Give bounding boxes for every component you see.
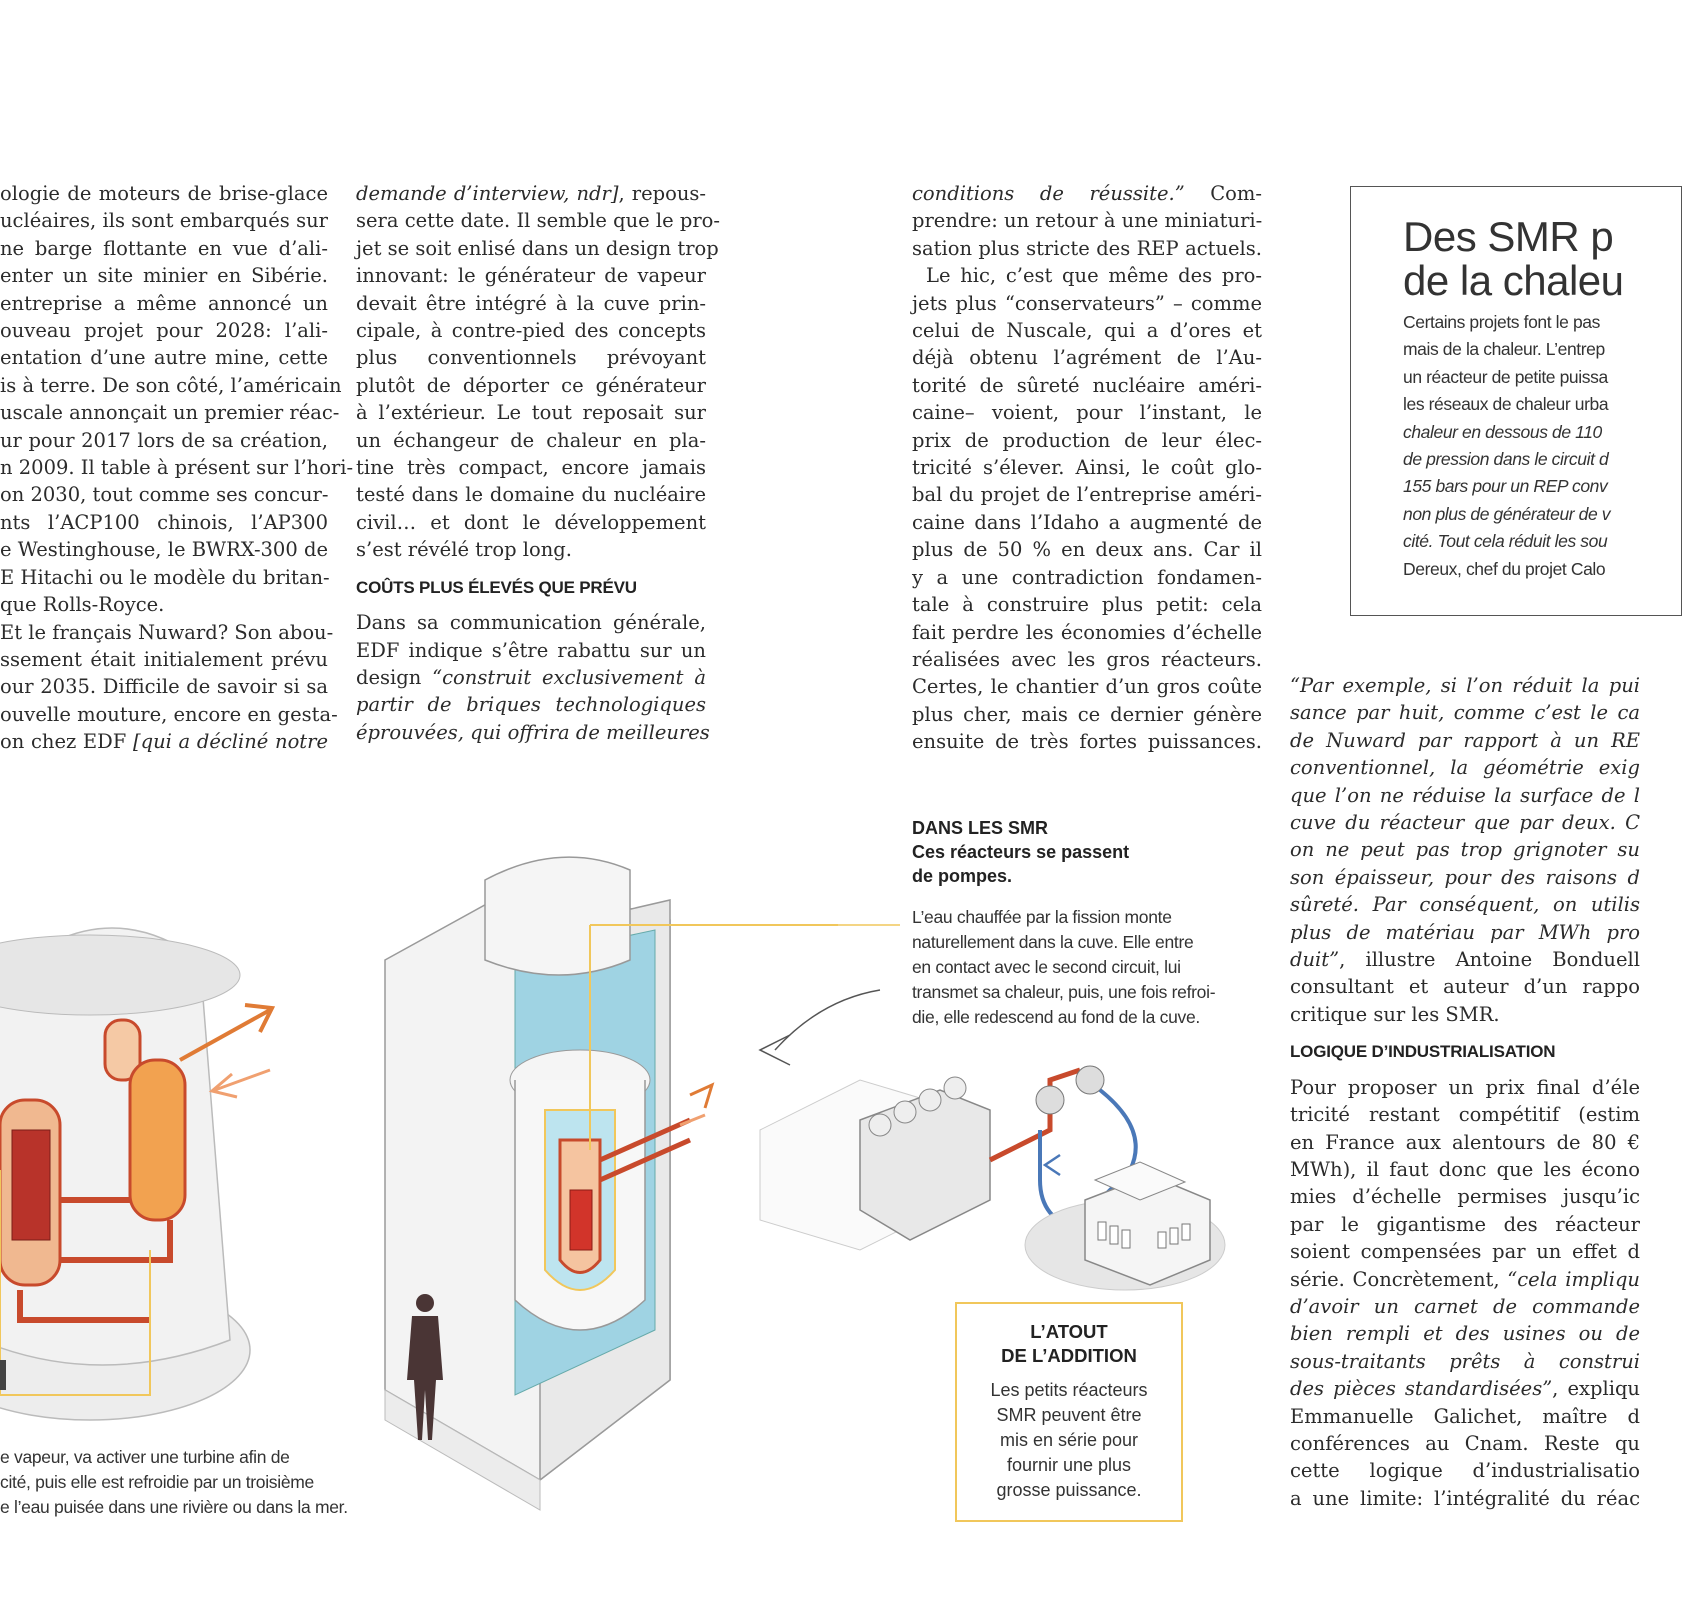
- text-line: consultant et auteur d’un rappo: [1290, 975, 1640, 999]
- text-line: ensuite de très fortes puissances.: [912, 730, 1262, 754]
- text-line: que Rolls-Royce.: [0, 593, 165, 617]
- text-line: enter un site minier en Sibérie.: [0, 264, 328, 288]
- text-line: que l’on ne réduise la surface de l: [1290, 783, 1640, 807]
- sidebar-line: de pression dans le circuit d: [1403, 449, 1609, 470]
- smr-description: [912, 905, 1215, 1030]
- text-line: cipale, à contre-pied des concepts: [356, 319, 706, 343]
- text-line: ucléaires, ils sont embarqués sur: [0, 209, 328, 233]
- text-line: [356, 664, 706, 691]
- text-span: , repous-: [618, 182, 706, 205]
- sidebar-line: Dereux, chef du projet Calo: [1403, 558, 1606, 579]
- text-line: ologie de moteurs de brise-glace: [0, 182, 328, 205]
- text-line: [1290, 946, 1640, 973]
- text-line: uscale annonçait un premier réac-: [0, 401, 340, 425]
- sidebar-line: chaleur en dessous de 110: [1403, 421, 1602, 442]
- smr-heading-line: Ces réacteurs se passent: [912, 842, 1130, 862]
- text-span-italic: “cela impliqu: [1507, 1267, 1640, 1291]
- text-span: , illustre Antoine Bonduell: [1339, 948, 1640, 972]
- text-line: nts l’ACP100 chinois, l’AP300: [0, 510, 328, 534]
- text-line: Pour proposer un prix final d’éle: [1290, 1075, 1640, 1099]
- text-line: de Nuward par rapport à un RE: [1290, 728, 1640, 752]
- text-line: n 2009. Il table à présent sur l’hori-: [0, 456, 354, 480]
- text-line: ne barge flottante en vue d’ali-: [0, 236, 328, 260]
- text-line: conventionnel, la géométrie exig: [1290, 756, 1640, 780]
- article-column-4: [1290, 672, 1640, 1512]
- atout-title: [957, 1320, 1181, 1368]
- atout-box: [955, 1302, 1183, 1522]
- sidebar-line: mais de la chaleur. L’entrep: [1403, 339, 1605, 360]
- text-line: celui de Nuscale, qui a d’ores et: [912, 319, 1262, 343]
- text-span: , expliqu: [1552, 1377, 1640, 1401]
- text-line: s’est révélé trop long.: [356, 538, 572, 562]
- text-line: un échangeur de chaleur en pla-: [356, 428, 706, 452]
- text-line: d’avoir un carnet de commande: [1290, 1294, 1640, 1318]
- text-line: tine très compact, encore jamais: [356, 456, 706, 480]
- text-line: Emmanuelle Galichet, maître d: [1290, 1404, 1640, 1428]
- conventional-reactor-illustration: [0, 928, 272, 1420]
- text-line: tricité restant compétitif (estim: [1290, 1103, 1640, 1127]
- text-line: prendre: un retour à une miniaturi-: [912, 209, 1263, 233]
- heat-network-illustration: [760, 990, 1225, 1290]
- text-line: Et le français Nuward? Son abou-: [0, 620, 334, 644]
- sidebar-title: [1403, 215, 1624, 303]
- text-span-italic: demande d’interview, ndr]: [356, 182, 619, 205]
- text-line: is à terre. De son côté, l’américain: [0, 373, 342, 397]
- text-span: design: [356, 665, 433, 689]
- text-line: caine– voient, pour l’instant, le: [912, 401, 1262, 425]
- text-line: critique sur les SMR.: [1290, 1002, 1500, 1026]
- text-line: en France aux alentours de 80 €: [1290, 1130, 1640, 1154]
- sidebar-text: [1403, 309, 1610, 583]
- text-line: on ne peut pas trop grignoter su: [1290, 838, 1640, 862]
- text-line: sous-traitants prêts à construi: [1290, 1349, 1640, 1373]
- text-line: bien rempli et des usines ou de: [1290, 1322, 1640, 1346]
- text-line: à l’extérieur. Le tout reposait sur: [356, 401, 706, 425]
- caption-line: e vapeur, va activer une turbine afin de: [0, 1447, 290, 1467]
- text-span: Com-: [1184, 182, 1262, 205]
- smr-line: transmet sa chaleur, puis, une fois refroi-: [912, 982, 1216, 1002]
- text-line: Dans sa communication générale,: [356, 611, 706, 635]
- sidebar-line: cité. Tout cela réduit les sou: [1403, 531, 1608, 552]
- text-line: son épaisseur, pour des raisons d: [1290, 865, 1640, 889]
- text-line: entation d’une autre mine, cette: [0, 346, 328, 370]
- text-line: soient compensées par un effet d: [1290, 1240, 1640, 1264]
- text-line: entreprise a même annoncé un: [0, 291, 328, 315]
- text-line: mies d’échelle permises jusqu’ic: [1290, 1185, 1640, 1209]
- text-line: [912, 180, 1262, 207]
- text-line: plus de matériau par MWh pro: [1290, 920, 1640, 944]
- text-line: partir de briques technologiques: [356, 693, 706, 717]
- text-line: éprouvées, qui offrira de meilleures: [356, 720, 710, 744]
- text-line: Certes, le chantier d’un gros coûte: [912, 675, 1262, 699]
- text-line: prix de production de leur élec-: [912, 428, 1262, 452]
- text-span: série. Concrètement,: [1290, 1267, 1508, 1291]
- text-line: jet se soit enlisé dans un design trop: [356, 236, 719, 260]
- text-line: on 2030, tout comme ses concur-: [0, 483, 329, 507]
- atout-line: Les petits réacteurs: [990, 1380, 1148, 1400]
- sidebar-box: [1350, 186, 1682, 616]
- text-line: ssement était initialement prévu: [0, 647, 328, 671]
- text-line: innovant: le générateur de vapeur: [356, 264, 706, 288]
- text-line: Le hic, c’est que même des pro-: [926, 264, 1262, 288]
- text-line: E Hitachi ou le modèle du britan-: [0, 565, 330, 589]
- smr-line: die, elle redescend au fond de la cuve.: [912, 1007, 1200, 1027]
- text-line: [356, 180, 706, 207]
- smr-heading-line: de pompes.: [912, 866, 1013, 886]
- text-line: MWh), il faut donc que les écono: [1290, 1157, 1640, 1181]
- illustration-caption: [0, 1445, 348, 1520]
- text-line: “Par exemple, si l’on réduit la pui: [1290, 674, 1640, 697]
- text-line: [0, 728, 328, 755]
- text-line: jets plus “conservateurs” – comme: [912, 291, 1262, 315]
- text-line: plus conventionnels prévoyant: [356, 346, 706, 370]
- atout-line: SMR peuvent être: [996, 1405, 1142, 1425]
- text-line: déjà obtenu l’agrément de l’Au-: [912, 346, 1262, 370]
- sidebar-line: 155 bars pour un REP conv: [1403, 476, 1608, 497]
- text-line: plutôt de déporter ce générateur: [356, 373, 706, 397]
- sidebar-line: les réseaux de chaleur urba: [1403, 394, 1609, 415]
- sidebar-line: un réacteur de petite puissa: [1403, 366, 1608, 387]
- text-span: on chez EDF: [0, 730, 127, 754]
- text-line: tale à construire plus petit: cela: [912, 593, 1262, 617]
- text-line: ouvelle mouture, encore en gesta-: [0, 702, 338, 726]
- text-line: bal du projet de l’entreprise améri-: [912, 483, 1262, 507]
- text-span-italic: des pièces standardisées”: [1290, 1377, 1553, 1401]
- section-heading: COÛTS PLUS ÉLEVÉS QUE PRÉVU: [356, 577, 637, 597]
- text-line: our 2035. Difficile de savoir si sa: [0, 675, 328, 699]
- text-span-italic: [qui a décliné notre: [133, 730, 329, 754]
- text-span-italic: “construit exclusivement à: [432, 665, 706, 689]
- atout-title-line: DE L’ADDITION: [1001, 1345, 1137, 1366]
- text-line: torité de sûreté nucléaire améri-: [912, 373, 1262, 397]
- sidebar-line: Certains projets font le pas: [1403, 312, 1600, 332]
- smr-line: en contact avec le second circuit, lui: [912, 957, 1181, 977]
- text-line: civil… et dont le développement: [356, 510, 706, 534]
- text-span-italic: conditions de réussite.”: [912, 182, 1185, 205]
- text-line: tricité s’élever. Ainsi, le coût glo-: [912, 456, 1262, 480]
- text-line: e Westinghouse, le BWRX-300 de: [0, 538, 328, 562]
- text-line: fait perdre les économies d’échelle: [912, 620, 1262, 644]
- text-line: réalisées avec les gros réacteurs.: [912, 647, 1262, 671]
- atout-line: fournir une plus: [1006, 1455, 1132, 1475]
- text-line: caine dans l’Idaho a augmenté de: [912, 510, 1262, 534]
- text-span-italic: duit”: [1290, 948, 1340, 972]
- text-line: a une limite: l’intégralité du réac: [1290, 1486, 1640, 1510]
- text-line: ur pour 2017 lors de sa création,: [0, 428, 328, 452]
- caption-line: e l’eau puisée dans une rivière ou dans la mer.: [0, 1497, 348, 1517]
- atout-title-line: L’ATOUT: [1030, 1321, 1108, 1342]
- text-line: y a une contradiction fondamen-: [912, 565, 1262, 589]
- text-line: plus cher, mais ce dernier génère: [912, 702, 1262, 726]
- text-line: ouveau projet pour 2028: l’ali-: [0, 319, 328, 343]
- text-line: devait être intégré à la cuve prin-: [356, 291, 706, 315]
- text-line: [1290, 1266, 1640, 1293]
- article-column-1: [0, 180, 354, 756]
- article-column-2: [356, 180, 720, 746]
- article-column-3: [912, 180, 1262, 756]
- text-line: cuve du réacteur que par deux. C: [1290, 811, 1640, 835]
- text-line: sance par huit, comme c’est le ca: [1290, 701, 1640, 725]
- text-line: sera cette date. Il semble que le pro-: [356, 209, 720, 233]
- sidebar-line: non plus de générateur de v: [1403, 503, 1611, 524]
- text-line: par le gigantisme des réacteur: [1290, 1212, 1640, 1236]
- smr-line: L’eau chauffée par la fission monte: [912, 907, 1172, 927]
- sidebar-title-line: de la chaleu: [1403, 257, 1624, 304]
- text-line: testé dans le domaine du nucléaire: [356, 483, 706, 507]
- section-heading: LOGIQUE D’INDUSTRIALISATION: [1290, 1042, 1556, 1062]
- atout-line: mis en série pour: [999, 1430, 1139, 1450]
- text-line: sûreté. Par conséquent, on utilis: [1290, 893, 1640, 917]
- text-line: cette logique d’industrialisatio: [1290, 1459, 1640, 1483]
- text-line: [1290, 1375, 1640, 1402]
- atout-line: grosse puissance.: [996, 1480, 1142, 1500]
- smr-heading: [912, 816, 1129, 888]
- atout-text: [957, 1378, 1181, 1503]
- text-line: plus de 50 % en deux ans. Car il: [912, 538, 1262, 562]
- caption-line: cité, puis elle est refroidie par un troisième: [0, 1472, 314, 1492]
- sidebar-title-line: Des SMR p: [1403, 213, 1614, 260]
- smr-line: naturellement dans la cuve. Elle entre: [912, 932, 1194, 952]
- smr-heading-line: DANS LES SMR: [912, 818, 1049, 838]
- text-line: conférences au Cnam. Reste qu: [1290, 1431, 1640, 1455]
- text-line: EDF indique s’être rabattu sur un: [356, 638, 706, 662]
- text-line: sation plus stricte des REP actuels.: [912, 236, 1262, 260]
